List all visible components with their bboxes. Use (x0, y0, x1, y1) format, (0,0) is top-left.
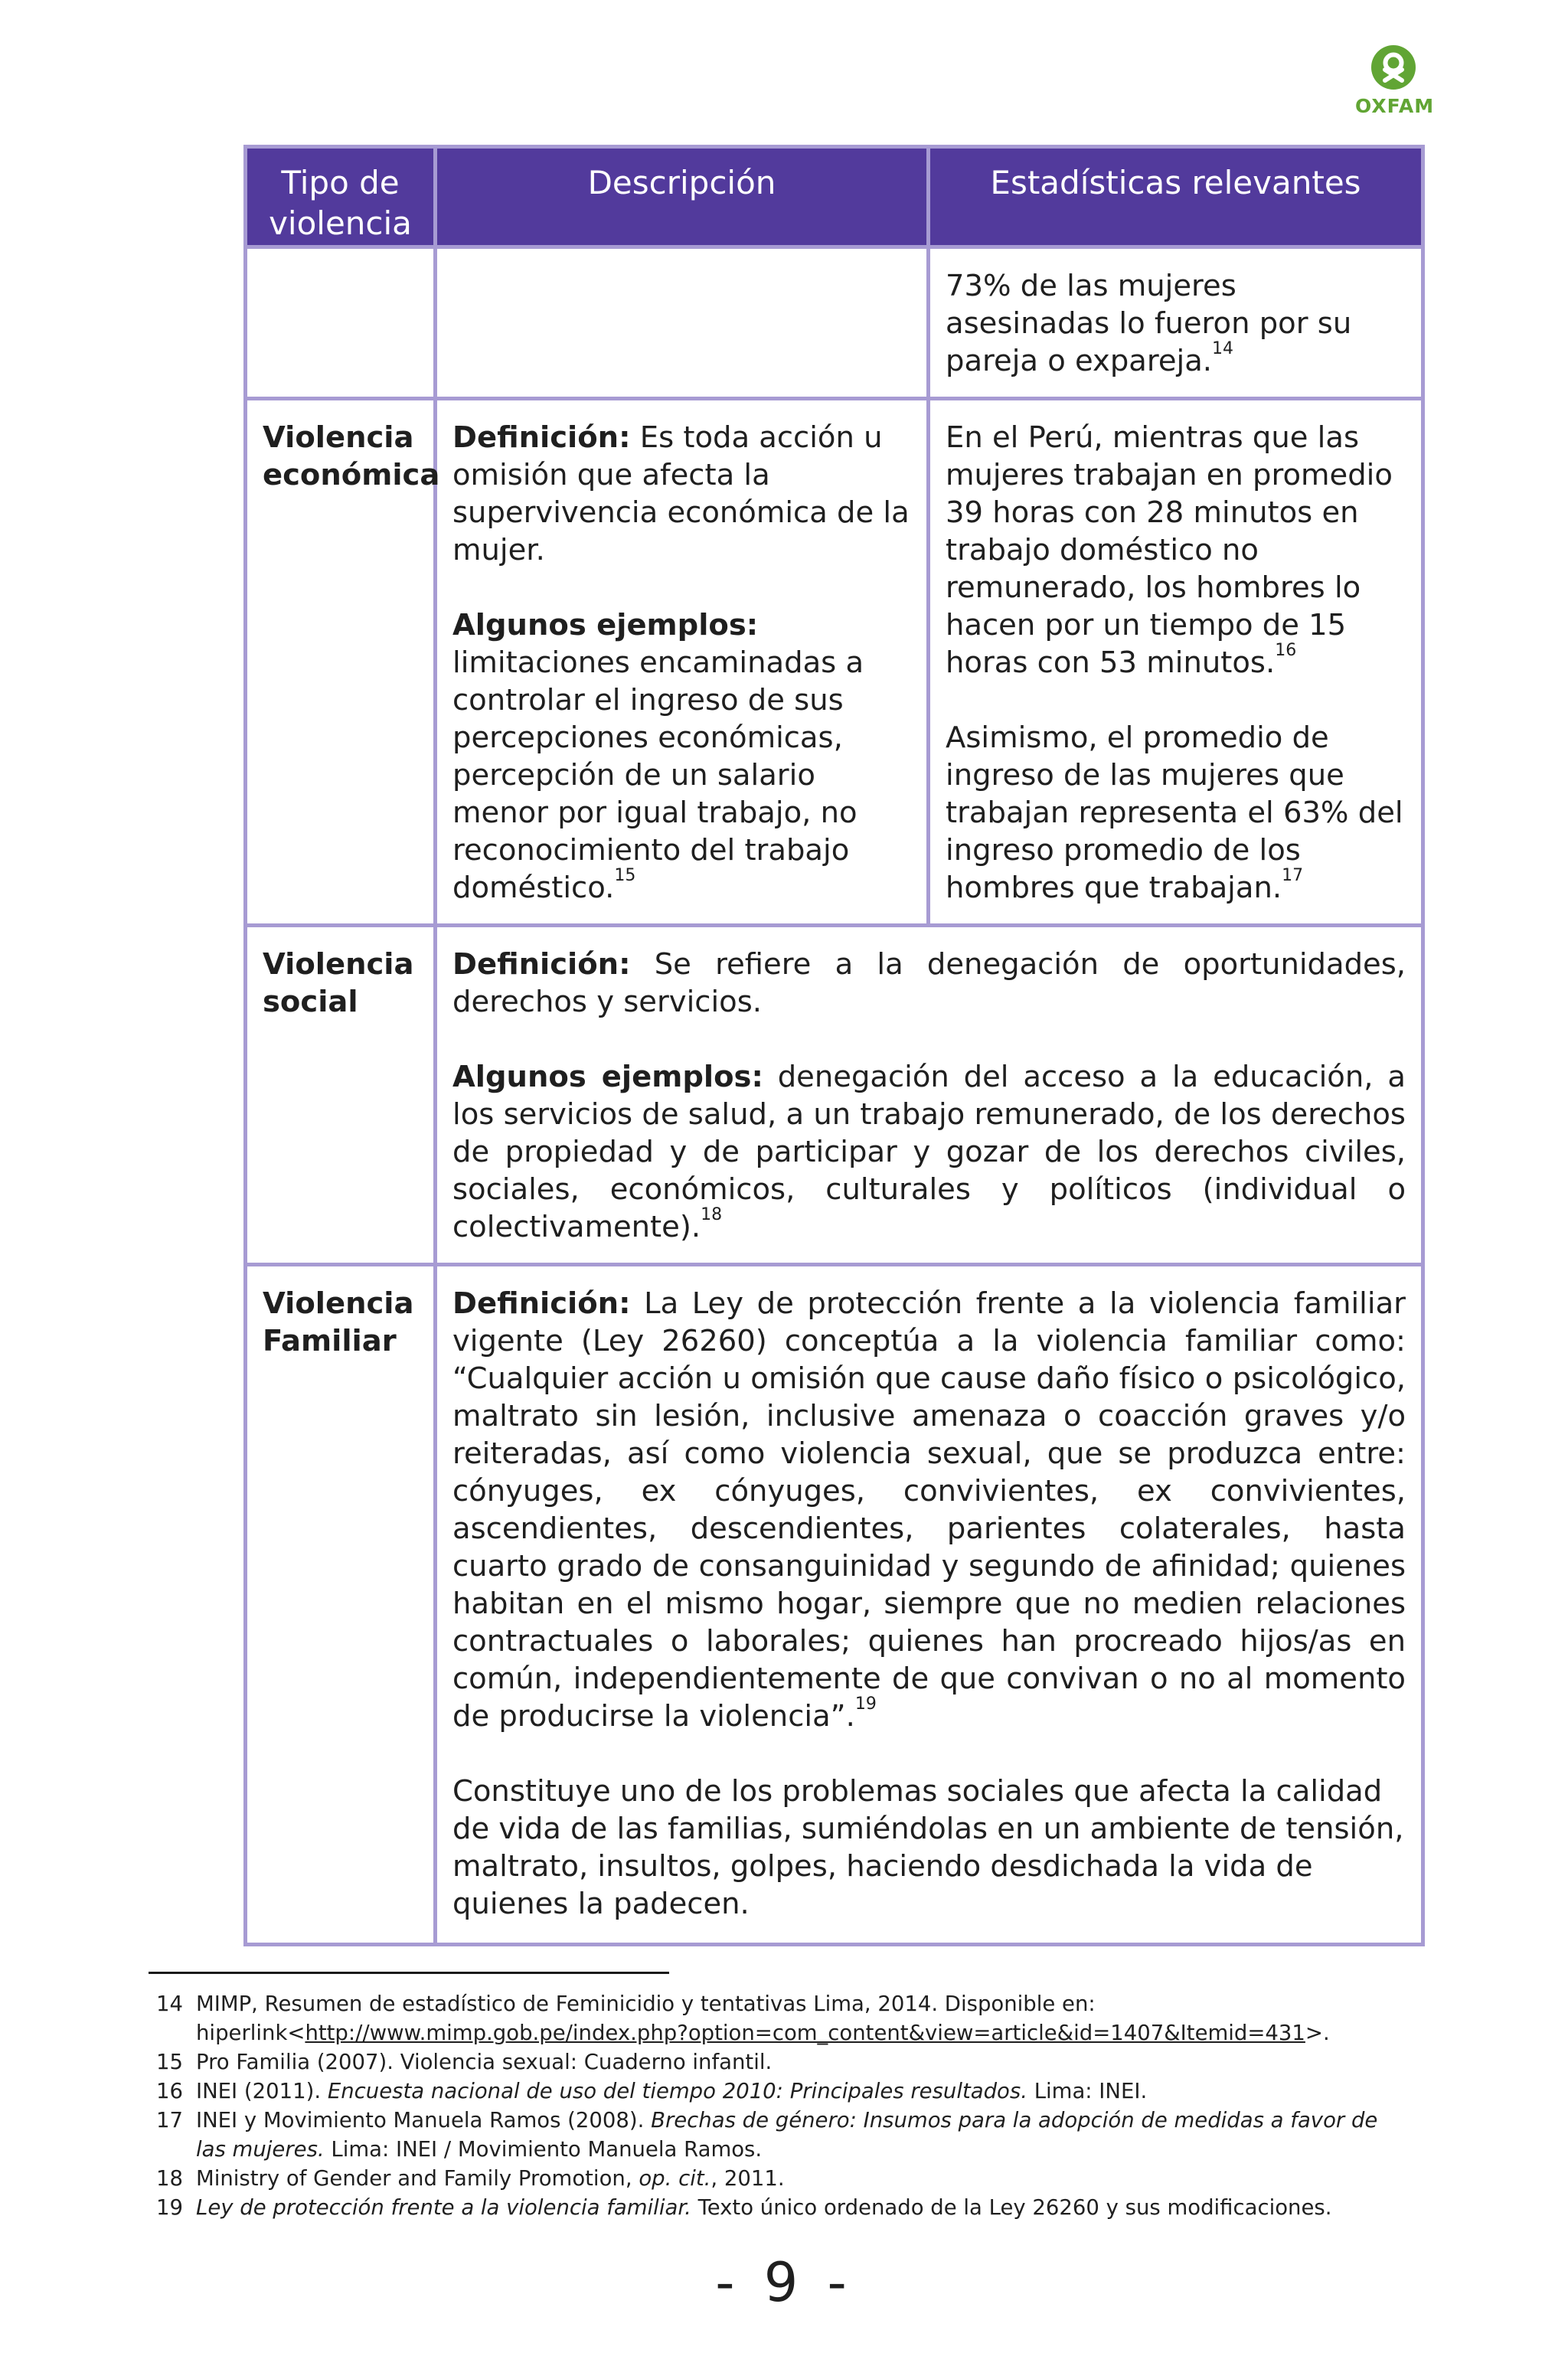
statistic-income: Asimismo, el promedio de ingreso de las mujeres que trabajan representa el 63% del ingreso promedio de los hombres que trabajan. (946, 721, 1403, 905)
definition-text: La Ley de protección frente a la violencia familiar vigente (Ley 26260) conceptúa a la violencia familiar como: “Cualquier acción u omisión que cause daño físico o psicológico, maltrato sin lesión, inclusive amenaza o coacción graves y/o reiteradas, así como violencia sexual, que se produzca entre: cónyuges, ex cónyuges, convivientes, ex convivientes, ascendientes, descendientes, parientes colaterales, hasta cuarto grado de consanguinidad y segundo de afinidad; quienes habitan en el mismo hogar, siempre que no medien relaciones contractuales o laborales; quienes han procreado hijos/as en común, independientemente de que convivan o no al momento de producirse la violencia”. (452, 1286, 1406, 1734)
definition-label: Definición: (452, 1286, 631, 1321)
oxfam-logo-text: OXFAM (1355, 95, 1435, 117)
examples (452, 606, 911, 907)
header-descripcion: Descripción (436, 147, 929, 247)
table-row (246, 926, 1423, 1265)
footnote-ref-17: 17 (1282, 866, 1304, 885)
examples-label: Algunos ejemplos: (452, 608, 759, 642)
definition-label: Definición: (452, 420, 631, 455)
definition (452, 1285, 1406, 1735)
footnote (149, 2047, 1412, 2077)
footnote-14-suffix: >. (1305, 2021, 1330, 2045)
footnote-text: Pro Familia (2007). Violencia sexual: Cuaderno infantil. (196, 2050, 773, 2074)
footnote-number: 18 (156, 2166, 183, 2191)
footnote-14-link[interactable]: http://www.mimp.gob.pe/index.php?option=com_content&view=article&id=1407&Itemid=431 (305, 2021, 1305, 2045)
description-cell (436, 1265, 1423, 1945)
footnote-17-author: INEI y Movimiento Manuela Ramos (2008). (196, 2108, 652, 2132)
definition-text: Se refiere a la denegación de oportunidades, derechos y servicios. (452, 947, 1406, 1019)
footnote-divider (149, 1972, 669, 1974)
footnote-14-prefix: hiperlink< (196, 2021, 305, 2045)
definition-text: Es toda acción u omisión que afecta la supervivencia económica de la mujer. (452, 420, 910, 567)
examples-text: limitaciones encaminadas a controlar el ingreso de sus percepciones económicas, percepción de un salario menor por igual trabajo, no reconocimiento del trabajo doméstico. (452, 645, 864, 905)
footnote-19-title: Ley de protección frente a la violencia familiar. (196, 2195, 691, 2220)
footnote-ref-16: 16 (1275, 641, 1297, 660)
footnote-number: 16 (156, 2079, 183, 2103)
footnote-17-publisher: Lima: INEI / Movimiento Manuela Ramos. (324, 2137, 763, 2162)
additional-text: Constituye uno de los problemas sociales que afecta la calidad de vida de las familias, sumiéndolas en un ambiente de tensión, maltrato, insultos, golpes, haciendo desdichada la vida de quienes la padecen. (452, 1774, 1404, 1921)
footnote-14-text: MIMP, Resumen de estadístico de Feminicidio y tentativas Lima, 2014. Disponible en: (196, 1992, 1096, 2016)
statistic-work-hours: En el Perú, mientras que las mujeres trabajan en promedio 39 horas con 28 minutos en trabajo doméstico no remunerado, los hombres lo hacen por un tiempo de 15 horas con 53 minutos. (946, 420, 1393, 680)
violence-types-table (243, 145, 1425, 1946)
empty-type-cell (246, 247, 436, 399)
footnote-17-title: Brechas de género: Insumos para la adopción de medidas a favor de las mujeres. (196, 2108, 1378, 2162)
footnote (149, 2106, 1412, 2164)
definition (452, 419, 911, 569)
header-estadisticas: Estadísticas relevantes (929, 147, 1423, 247)
footnotes (149, 1989, 1412, 2222)
footnote (149, 2077, 1412, 2106)
statistic-text (946, 267, 1406, 380)
footnote-19-desc: Texto único ordenado de la Ley 26260 y sus modificaciones. (691, 2195, 1332, 2220)
footnote-18-author: Ministry of Gender and Family Promotion, (196, 2166, 639, 2191)
table-row (246, 399, 1423, 926)
oxfam-logo-icon (1370, 44, 1416, 90)
definition-label: Definición: (452, 947, 631, 982)
type-label: Violencia económica (263, 420, 440, 492)
type-cell (246, 399, 440, 926)
table-row (246, 1265, 1423, 1945)
footnote-text (196, 2193, 1412, 2222)
footnote-16-author: INEI (2011). (196, 2079, 328, 2103)
page-number: - 9 - (715, 2251, 853, 2314)
type-cell (246, 926, 436, 1265)
table-row (246, 247, 1423, 399)
footnote (149, 2193, 1412, 2222)
footnote-number: 14 (156, 1992, 183, 2016)
statistic-femicide: 73% de las mujeres asesinadas lo fueron por su pareja o expareja. (946, 269, 1352, 378)
type-label: Violencia social (263, 947, 414, 1019)
footnote (149, 1989, 1412, 2047)
footnote-ref-15: 15 (614, 866, 636, 885)
empty-description-cell (436, 247, 929, 399)
description-cell (436, 399, 929, 926)
footnote-16-title: Encuesta nacional de uso del tiempo 2010: Principales resultados. (327, 2079, 1027, 2103)
footnote-18-ref: op. cit. (639, 2166, 711, 2191)
statistics-cell (929, 247, 1423, 399)
oxfam-logo (1355, 44, 1435, 117)
footnote-ref-14: 14 (1212, 339, 1234, 358)
type-cell (246, 1265, 436, 1945)
table-header-row (246, 147, 1423, 247)
footnote-ref-19: 19 (854, 1694, 877, 1714)
statistic-text (946, 719, 1406, 907)
footnote-16-publisher: Lima: INEI. (1027, 2079, 1148, 2103)
type-label: Violencia Familiar (263, 1286, 414, 1358)
footnote-number: 17 (156, 2108, 183, 2132)
footnote-number: 19 (156, 2195, 183, 2220)
footnote-18-year: , 2011. (710, 2166, 785, 2191)
definition (452, 946, 1406, 1021)
footnote-text (196, 2077, 1412, 2106)
footnote-text (196, 1989, 1412, 2047)
footnote-number: 15 (156, 2050, 183, 2074)
footnote-text (196, 2164, 1412, 2193)
description-cell (436, 926, 1423, 1265)
footnote (149, 2164, 1412, 2193)
examples (452, 1058, 1406, 1246)
statistic-text (946, 419, 1406, 681)
examples-text: denegación del acceso a la educación, a los servicios de salud, a un trabajo remunerado, de los derechos de propiedad y de participar y gozar de los derechos civiles, sociales, económicos, culturales y políticos (individual o colectivamente). (452, 1060, 1406, 1244)
examples-label: Algunos ejemplos: (452, 1060, 763, 1094)
footnote-ref-18: 18 (701, 1205, 723, 1224)
statistics-cell (929, 399, 1423, 926)
header-tipo-de-violencia: Tipo de violencia (246, 147, 436, 247)
footnote-text (196, 2106, 1412, 2164)
